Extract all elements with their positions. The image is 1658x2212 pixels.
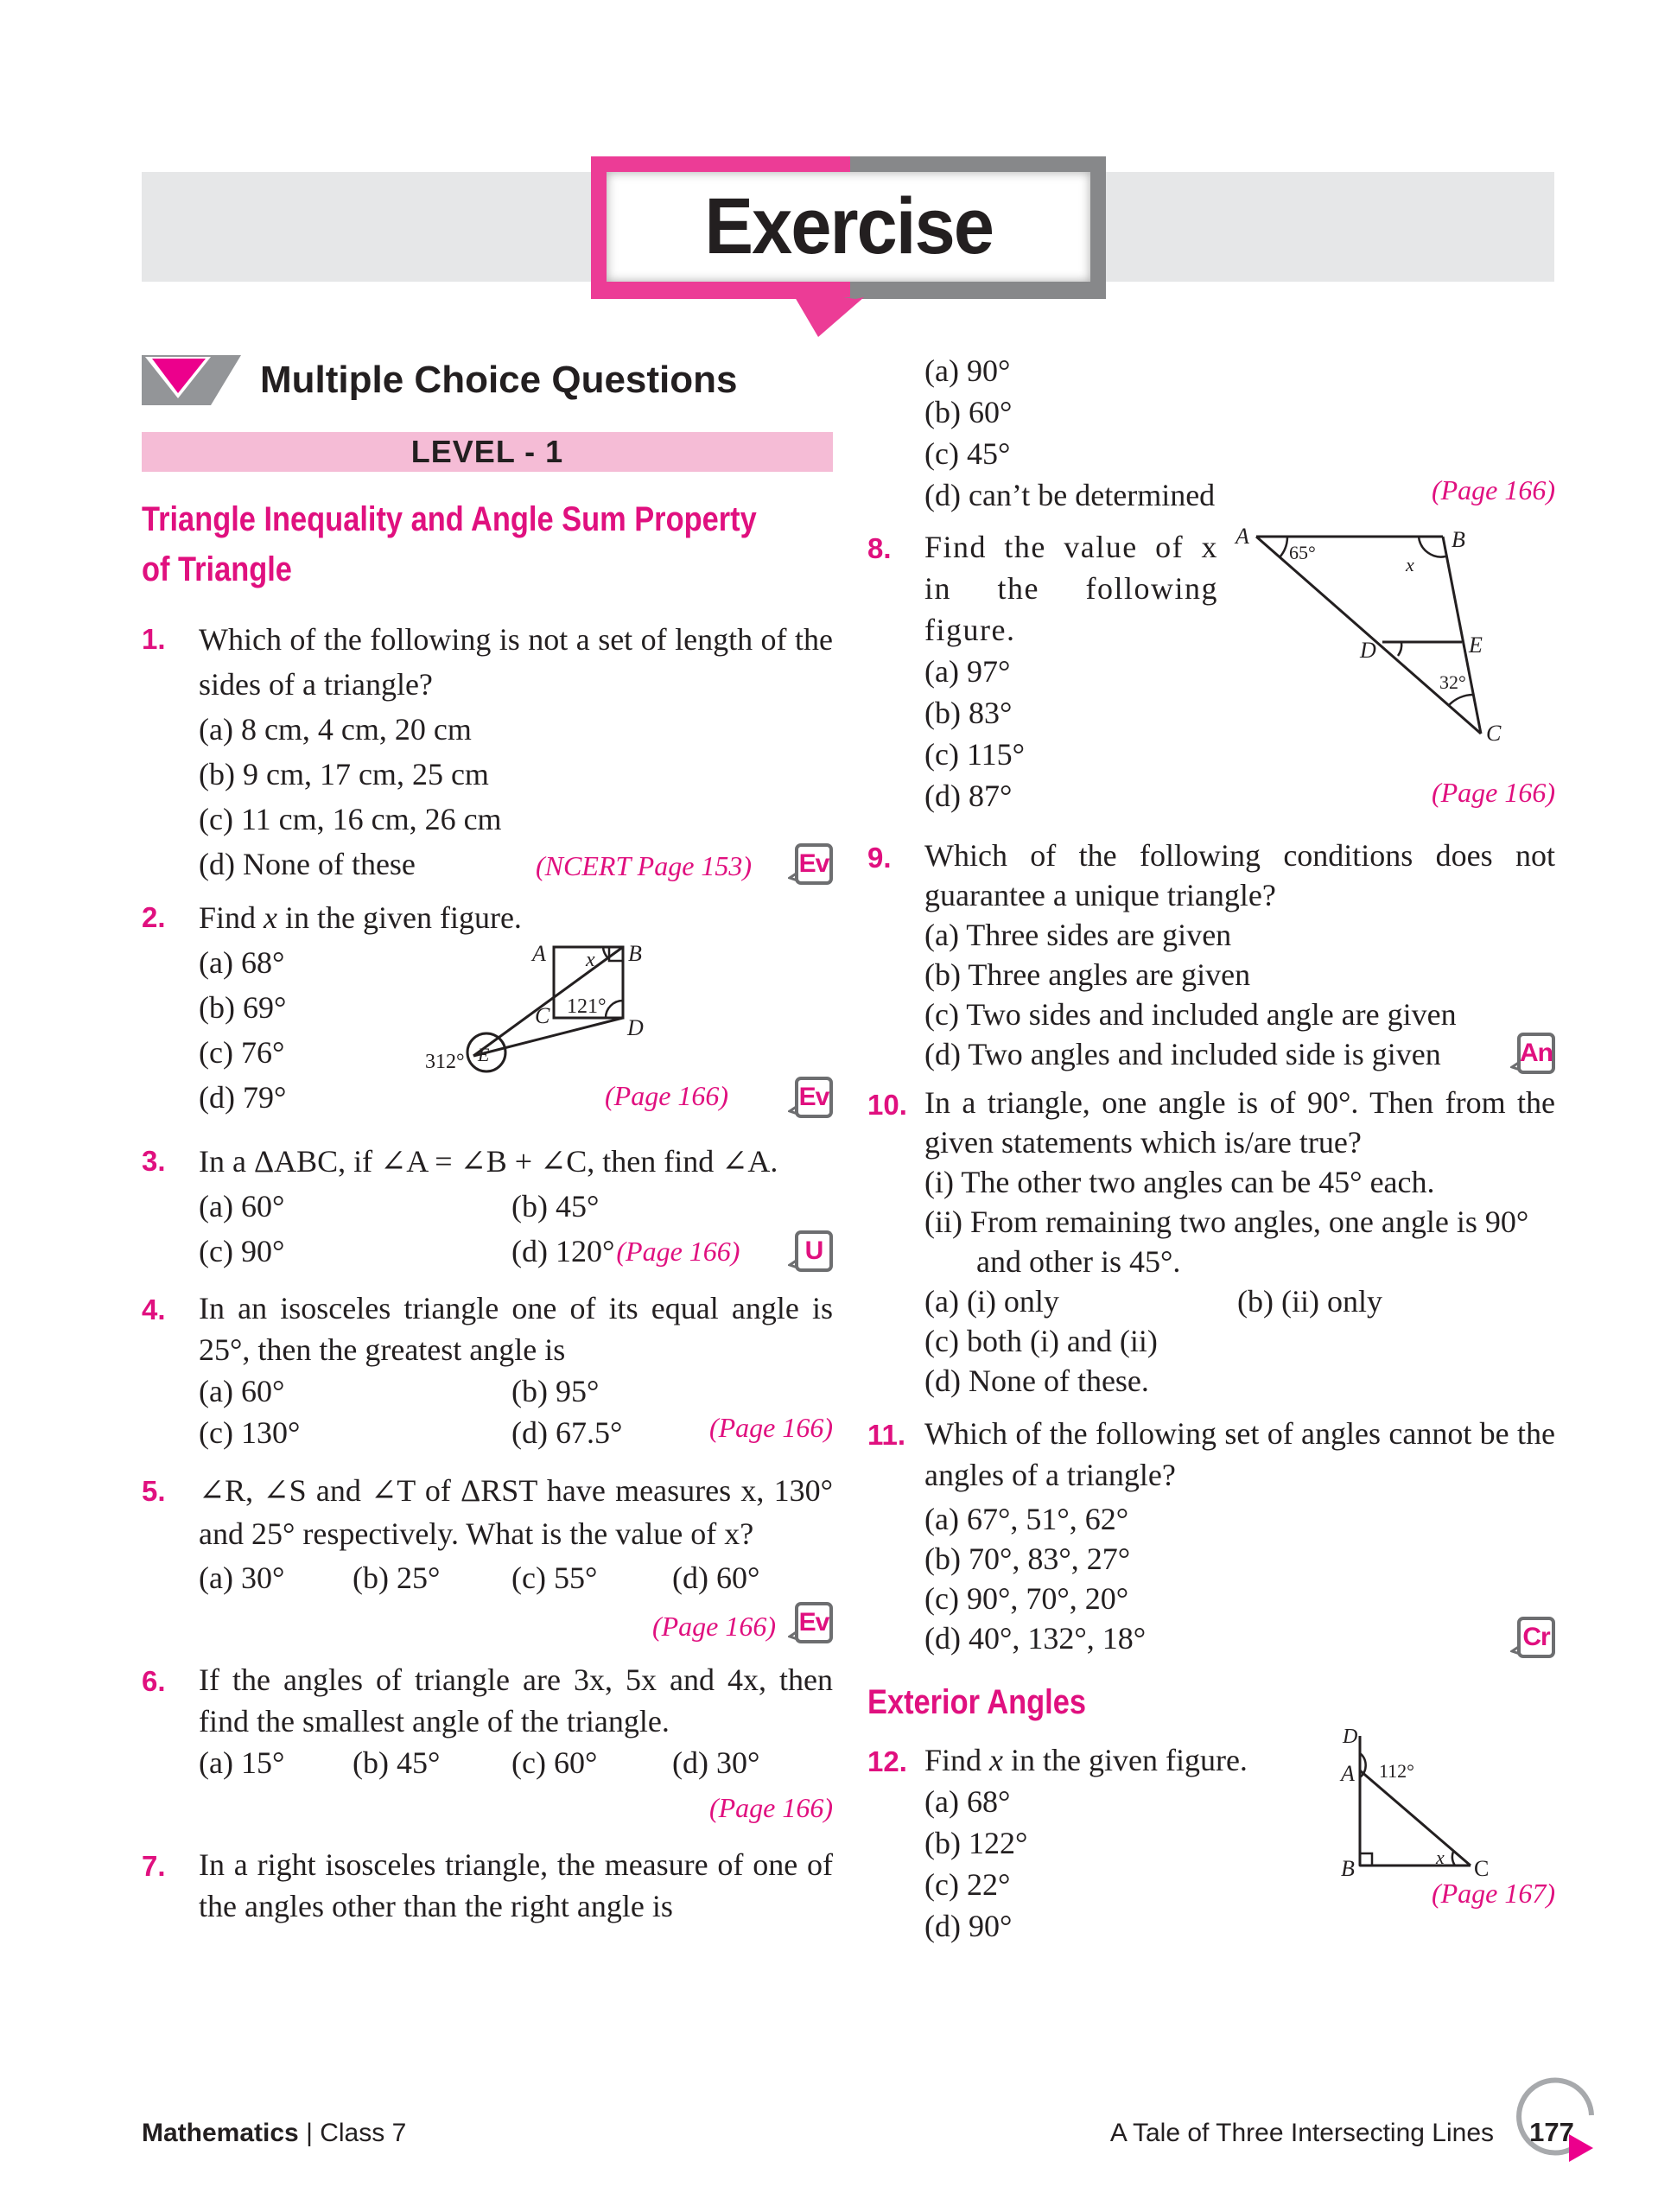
question-text: Find x in the given figure.: [199, 900, 522, 935]
page-reference: (Page 166): [651, 1611, 776, 1642]
statement-i: (i) The other two angles can be 45° each.: [924, 1165, 1435, 1199]
option-b: (b) Three angles are given: [924, 957, 1251, 992]
option-c: (c) 45°: [924, 436, 1011, 471]
option-b: (b) 69°: [199, 990, 287, 1025]
page-reference: (Page 166): [708, 1792, 833, 1823]
svg-text:x: x: [1436, 1847, 1445, 1868]
svg-text:B: B: [1341, 1856, 1355, 1881]
option-b: (b) 25°: [353, 1560, 441, 1595]
question-text: Find the value of x in the following figure.: [924, 530, 1218, 647]
page-reference: (Page 166): [605, 1080, 729, 1111]
page-reference: (Page 166): [1431, 777, 1555, 808]
option-d: (d) None of these.: [924, 1363, 1149, 1398]
svg-text:B: B: [628, 941, 642, 966]
page-reference: (NCERT Page 153): [536, 850, 753, 881]
option-c: (c) 22°: [924, 1867, 1011, 1902]
question-text: Which of the following conditions does not guarantee a unique triangle?: [924, 838, 1555, 912]
option-a: (a) 67°, 51°, 62°: [924, 1502, 1129, 1536]
skill-badge: Ev: [788, 843, 833, 885]
skill-badge: Ev: [788, 1602, 833, 1643]
option-d: (d) 120°: [511, 1234, 615, 1268]
option-a: (a) 68°: [199, 945, 285, 980]
svg-text:C: C: [1474, 1856, 1490, 1881]
page-reference: (Page 166): [616, 1236, 740, 1267]
svg-text:A: A: [1341, 1761, 1355, 1786]
statement-ii: (ii) From remaining two angles, one angle is 90° and other is 45°.: [924, 1205, 1529, 1279]
option-b: (b) 70°, 83°, 27°: [924, 1541, 1131, 1576]
option-b: (b) 45°: [511, 1189, 600, 1224]
geometry-figure: [1229, 519, 1557, 744]
option-b: (b) 60°: [924, 395, 1013, 429]
svg-text:121°: 121°: [567, 995, 607, 1018]
svg-text:A: A: [1236, 524, 1249, 549]
option-c: (c) Two sides and included angle are given: [924, 997, 1457, 1032]
option-c: (c) 60°: [511, 1745, 598, 1780]
skill-badge: Cr: [1510, 1617, 1555, 1658]
svg-text:312°: 312°: [425, 1051, 465, 1073]
question-text: Which of the following set of angles cannot be the angles of a triangle?: [924, 1416, 1555, 1492]
option-d: (d) None of these: [199, 847, 416, 881]
option-a: (a) 30°: [199, 1560, 285, 1595]
page-number: 177: [1529, 2117, 1574, 2147]
svg-text:E: E: [1469, 632, 1483, 658]
mcq-heading: [142, 354, 833, 406]
question-5: 5. ∠R, ∠S and ∠T of ΔRST have measures x, 130° and 25° respectively. What is the value of x? (a) 30° (b) 25° (c) 55° (d) 60° (Page 166) Ev: [142, 1469, 833, 1645]
exercise-title-box: [591, 156, 1106, 299]
option-c: (c) 11 cm, 16 cm, 26 cm: [199, 802, 502, 836]
svg-text:112°: 112°: [1379, 1760, 1414, 1782]
svg-text:C: C: [1486, 721, 1502, 744]
option-a: (a) 90°: [924, 353, 1011, 388]
option-d: (d) 60°: [672, 1560, 760, 1595]
geometry-figure: [420, 937, 705, 1075]
page-reference: (Page 166): [708, 1412, 833, 1443]
option-d: (d) 67.5°: [511, 1415, 623, 1450]
option-d: (d) Two angles and included side is given: [924, 1037, 1441, 1071]
question-3: 3. In a ΔABC, if ∠A = ∠B + ∠C, then find ∠A. (a) 60° (b) 45° (c) 90° (d) 120° (Page 166) U: [142, 1139, 833, 1274]
option-b: (b) 83°: [924, 696, 1013, 730]
question-11: 11. Which of the following set of angles cannot be the angles of a triangle? (a) 67°, 51°, 62° (b) 70°, 83°, 27° (c) 90°, 70°, 20° (d) 40°, 132°, 18° Cr: [867, 1413, 1555, 1658]
page-reference: (Page 167): [1431, 1878, 1555, 1909]
question-12: 12. Find x in the given figure. (a) 68° (b) 122° (c) 22° (d) 90° D A 112° B x C (Page 167): [867, 1739, 1555, 1929]
question-text: In an isosceles triangle one of its equal angle is 25°, then the greatest angle is: [199, 1291, 833, 1367]
topic-heading: Exterior Angles: [867, 1683, 1086, 1721]
option-b: (b) 95°: [511, 1374, 600, 1408]
question-text: Which of the following is not a set of length of the sides of a triangle?: [199, 622, 833, 702]
page-title: Exercise: [704, 182, 993, 270]
footer-chapter: A Tale of Three Intersecting Lines: [1109, 2119, 1494, 2147]
question-4: 4. In an isosceles triangle one of its equal angle is 25°, then the greatest angle is (a) 60° (b) 95° (c) 130° (d) 67.5° (Page 166): [142, 1287, 833, 1453]
question-9: 9. Which of the following conditions does not guarantee a unique triangle? (a) Three sides are given (b) Three angles are given (c) Two sides and included angle are given (d) Two angles and included side is given An: [867, 836, 1555, 1074]
option-a: (a) 8 cm, 4 cm, 20 cm: [199, 712, 472, 747]
option-a: (a) 60°: [199, 1189, 285, 1224]
skill-badge: An: [1510, 1033, 1555, 1074]
option-a: (a) 68°: [924, 1784, 1011, 1819]
option-c: (c) 55°: [511, 1560, 598, 1595]
svg-text:B: B: [1452, 527, 1465, 552]
svg-text:D: D: [1360, 638, 1376, 663]
option-d: (d) 40°, 132°, 18°: [924, 1621, 1147, 1656]
question-text: In a right isosceles triangle, the measure of one of the angles other than the right angle is: [199, 1847, 833, 1923]
svg-text:x: x: [1406, 554, 1414, 575]
right-column: [867, 350, 1555, 1943]
question-text: Find x in the given figure.: [924, 1743, 1248, 1777]
footer-subject: Mathematics | Class 7: [142, 2119, 407, 2147]
svg-text:65°: 65°: [1289, 542, 1316, 563]
question-text: ∠R, ∠S and ∠T of ΔRST have measures x, 130° and 25° respectively. What is the value of x?: [199, 1473, 833, 1551]
topic-heading: Triangle Inequality and Angle Sum Property of Triangle: [142, 500, 757, 588]
option-d: (d) 30°: [672, 1745, 760, 1780]
option-d: (d) 87°: [924, 779, 1013, 813]
option-d: (d) 90°: [924, 1909, 1013, 1943]
question-text: In a ΔABC, if ∠A = ∠B + ∠C, then find ∠A.: [199, 1144, 778, 1179]
option-a: (a) 97°: [924, 654, 1011, 689]
option-a: (a) Three sides are given: [924, 918, 1232, 952]
svg-text:32°: 32°: [1439, 671, 1466, 693]
option-c: (c) 115°: [924, 737, 1026, 772]
option-c: (c) both (i) and (ii): [924, 1324, 1158, 1358]
svg-text:A: A: [532, 941, 546, 966]
option-c: (c) 90°, 70°, 20°: [924, 1581, 1129, 1616]
option-c: (c) 90°: [199, 1234, 285, 1268]
option-c: (c) 76°: [199, 1035, 285, 1070]
option-d: (d) 79°: [199, 1080, 287, 1115]
question-6: 6. If the angles of triangle are 3x, 5x and 4x, then find the smallest angle of the triangle. (a) 15° (b) 45° (c) 60° (d) 30° (Page 166): [142, 1659, 833, 1828]
question-2: 2. Find x in the given figure. (a) 68° (b) 69° (c) 76° (d) 79° A B x C D 121° E 312° (Page 166) Ev: [142, 895, 833, 1120]
question-7-options: [867, 350, 1555, 516]
skill-badge: U: [788, 1230, 833, 1272]
triangle-marker-icon: [142, 355, 241, 405]
question-text: In a triangle, one angle is of 90°. Then from the given statements which is/are true?: [924, 1085, 1555, 1160]
question-7: 7. In a right isosceles triangle, the measure of one of the angles other than the right angle is: [142, 1844, 833, 1927]
option-b: (b) 122°: [924, 1826, 1028, 1860]
svg-text:D: D: [1343, 1727, 1358, 1748]
option-a: (a) (i) only: [924, 1284, 1059, 1319]
svg-text:E: E: [478, 1044, 490, 1065]
option-a: (a) 15°: [199, 1745, 285, 1780]
option-c: (c) 130°: [199, 1415, 301, 1450]
option-b: (b) 45°: [353, 1745, 441, 1780]
level-label: LEVEL - 1: [410, 434, 564, 469]
level-bar: [142, 432, 833, 472]
option-a: (a) 60°: [199, 1374, 285, 1408]
page-reference: (Page 166): [1431, 474, 1555, 505]
svg-text:x: x: [586, 949, 595, 971]
option-b: (b) 9 cm, 17 cm, 25 cm: [199, 757, 489, 791]
skill-badge: Ev: [788, 1077, 833, 1118]
option-b: (b) (ii) only: [1237, 1284, 1382, 1319]
svg-text:D: D: [627, 1015, 644, 1040]
question-8: 8. Find the value of x in the following figure. (a) 97° (b) 83° (c) 115° (d) 87° A B 65° x D E 32° C (Page 166): [867, 526, 1555, 822]
svg-text:C: C: [535, 1003, 550, 1028]
left-column: [142, 354, 833, 1927]
question-1: 1. Which of the following is not a set of length of the sides of a triangle? (a) 8 cm, 4 cm, 20 cm (b) 9 cm, 17 cm, 25 cm (c) 11 cm, 16 cm, 26 cm (d) None of these (NCERT Page 153) Ev: [142, 617, 833, 887]
question-text: If the angles of triangle are 3x, 5x and 4x, then find the smallest angle of the triangle.: [199, 1662, 833, 1738]
section-heading: Multiple Choice Questions: [260, 359, 738, 401]
question-10: 10. In a triangle, one angle is of 90°. Then from the given statements which is/are true? (i) The other two angles can be 45° each. (ii) From remaining two angles, one angle is 90° and other is 45°. (a) (i) only (b) (ii) only (c) both (i) and (ii) (d) None of these.: [867, 1083, 1555, 1401]
speech-tail-icon: [795, 297, 864, 337]
option-d: (d) can’t be determined: [924, 478, 1216, 512]
